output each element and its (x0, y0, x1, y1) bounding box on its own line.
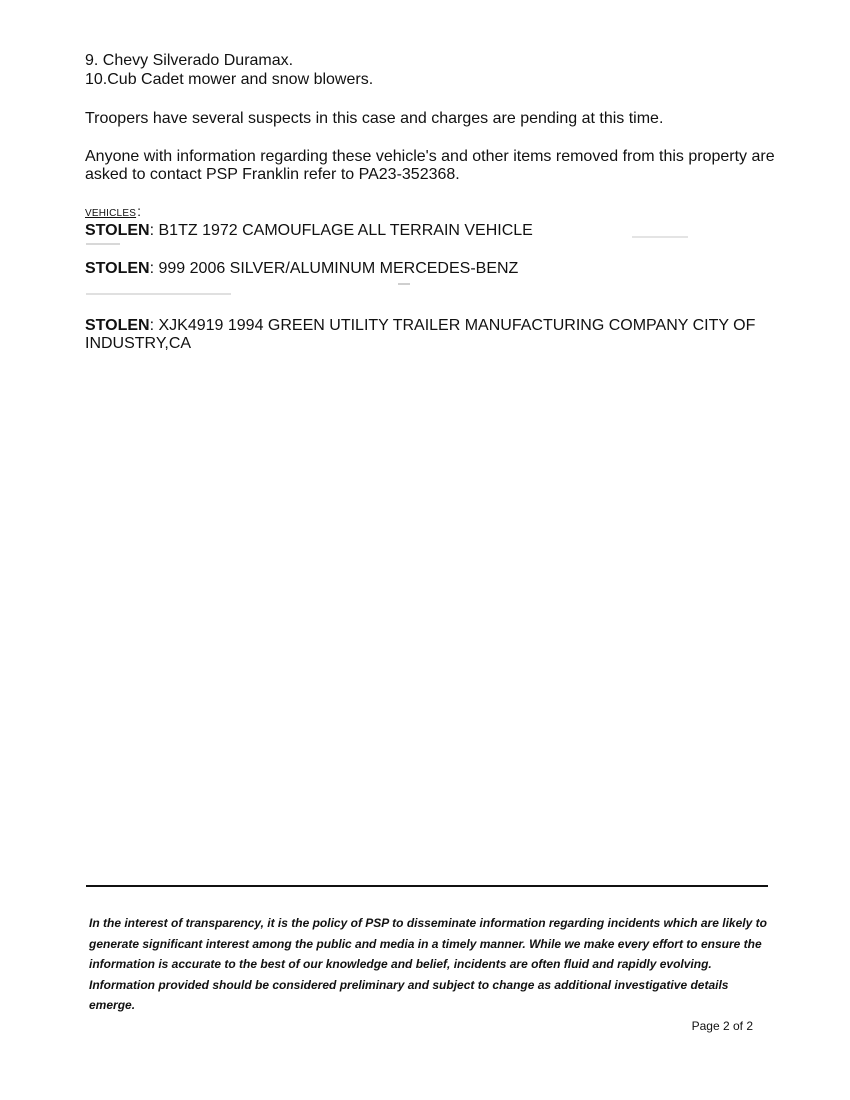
vehicles-heading-colon: : (137, 203, 142, 219)
contact-paragraph: Anyone with information regarding these vehicle's and other items removed from this property are asked to contact PSP Franklin refer to PA23-352368. (85, 148, 775, 183)
transparency-disclaimer: In the interest of transparency, it is the policy of PSP to disseminate information regarding incidents which are likely to generate significant interest among the public and media in a timely manner. While we make every effort to ensure the information is accurate to the best of our knowledge and belief, incidents are often fluid and rapidly evolving. Information provided should be considered preliminary and subject to change as additional investigative details emerge. (89, 916, 767, 1012)
redaction-artifact (86, 293, 231, 295)
stolen-vehicle-text: : B1TZ 1972 CAMOUFLAGE ALL TERRAIN VEHICLE (149, 222, 533, 239)
stolen-label: STOLEN (85, 317, 150, 334)
list-item-9: 9. Chevy Silverado Duramax. (85, 52, 294, 69)
redaction-artifact (398, 283, 410, 285)
vehicles-heading (85, 205, 141, 220)
stolen-vehicle-2 (85, 260, 775, 278)
stolen-label: STOLEN (85, 222, 150, 239)
stolen-label: STOLEN (85, 260, 150, 277)
stolen-vehicle-text: : XJK4919 1994 GREEN UTILITY TRAILER MANUFACTURING COMPANY CITY OF INDUSTRY,CA (85, 317, 756, 352)
list-item-10: 10.Cub Cadet mower and snow blowers. (85, 71, 374, 88)
footer-divider (86, 885, 768, 887)
stolen-vehicle-text: : 999 2006 SILVER/ALUMINUM MERCEDES-BENZ (149, 260, 519, 277)
stolen-vehicle-3 (85, 317, 775, 353)
suspects-paragraph: Troopers have several suspects in this case and charges are pending at this time. (85, 110, 664, 127)
vehicles-heading-text: VEHICLES (85, 208, 137, 219)
redaction-artifact (632, 236, 688, 238)
page-number: Page 2 of 2 (691, 1019, 753, 1033)
redaction-artifact (86, 243, 120, 245)
